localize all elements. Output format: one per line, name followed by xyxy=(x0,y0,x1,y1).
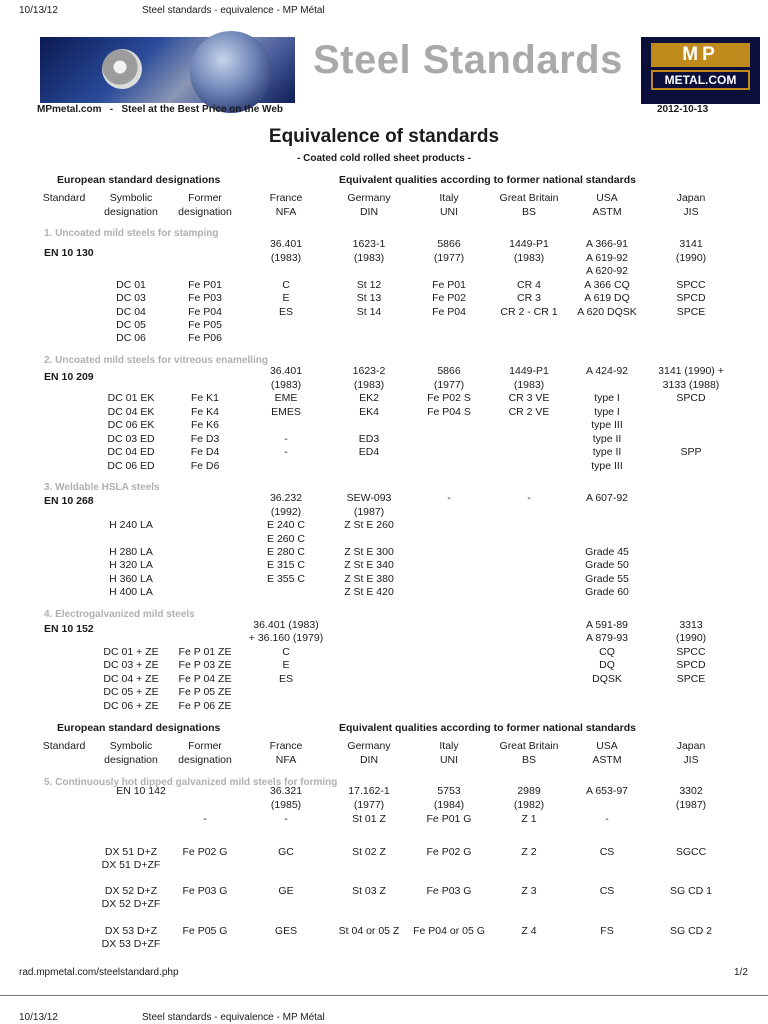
column-header: Symbolic xyxy=(109,192,153,204)
column-header: designation xyxy=(178,206,232,218)
table-cell: SPCE xyxy=(676,673,706,685)
table-cell: DC 05 + ZE xyxy=(103,686,159,698)
next-page-title: Steel standards - equivalence - MP Métal xyxy=(142,1012,325,1023)
table-cell: SGCC xyxy=(675,846,707,858)
table-cell: type I xyxy=(594,392,620,404)
table-cell: Fe K6 xyxy=(190,419,220,431)
table-cell: EK4 xyxy=(359,406,379,418)
table-cell: (1992) xyxy=(270,506,302,518)
table-cell: DC 06 xyxy=(116,332,146,344)
table-cell: Grade 45 xyxy=(585,546,629,558)
table-cell: Fe P01 G xyxy=(426,813,472,825)
table-cell: CS xyxy=(599,846,615,858)
column-header: Standard xyxy=(42,740,86,752)
print-title: Steel standards - equivalence - MP Métal xyxy=(142,5,325,16)
table-cell: DC 03 xyxy=(116,292,146,304)
standard-code: EN 10 209 xyxy=(44,371,94,383)
table-cell: Fe P03 G xyxy=(182,885,228,897)
table-cell: (1977) xyxy=(353,799,385,811)
column-header: Germany xyxy=(347,740,391,752)
column-header: Italy xyxy=(439,740,459,752)
column-header: BS xyxy=(521,754,537,766)
banner-heading: Steel Standards xyxy=(313,38,623,82)
table-cell: SPCD xyxy=(676,392,706,404)
table-cell: A 653-97 xyxy=(585,785,629,797)
banner-date: 2012-10-13 xyxy=(657,104,709,115)
globe-icon xyxy=(190,31,272,113)
table-cell: St 04 or 05 Z xyxy=(338,925,400,937)
table-cell: 3141 (1990) + xyxy=(658,365,724,377)
column-header: USA xyxy=(596,740,618,752)
table-cell: DC 01 xyxy=(116,279,146,291)
table-cell: 1449-P1 xyxy=(509,238,549,250)
table-cell: - xyxy=(284,813,288,825)
footer-page-number: 1/2 xyxy=(734,967,748,978)
table-cell: DX 52 D+ZF xyxy=(101,898,161,910)
table-cell: Z St E 420 xyxy=(344,586,394,598)
table-cell: Fe P04 S xyxy=(427,406,471,418)
steel-coil-icon xyxy=(102,49,142,89)
column-header: Great Britain xyxy=(499,740,559,752)
table-cell: DX 51 D+Z xyxy=(104,846,158,858)
table-cell: ES xyxy=(278,673,294,685)
column-header: UNI xyxy=(439,754,459,766)
table-cell: SPCD xyxy=(676,659,706,671)
table-cell: Fe P 04 ZE xyxy=(178,673,232,685)
table-cell: 17.162-1 xyxy=(348,785,390,797)
site-tagline[interactable]: MPmetal.com - Steel at the Best Price on the Web xyxy=(37,104,283,115)
table-cell: H 240 LA xyxy=(109,519,153,531)
table-cell: 1623-2 xyxy=(352,365,386,377)
column-header: Standard xyxy=(42,192,86,204)
table-cell: E 260 C xyxy=(267,533,305,545)
table-cell: SEW-093 xyxy=(346,492,392,504)
table-cell: St 02 Z xyxy=(352,846,386,858)
table-cell: CR 2 - CR 1 xyxy=(500,306,558,318)
table-cell: 5866 xyxy=(437,238,461,250)
table-cell: SPP xyxy=(680,446,702,458)
table-cell: 36.401 (1983) xyxy=(253,619,319,631)
table-cell: DX 53 D+ZF xyxy=(101,938,161,950)
table-cell: DC 04 + ZE xyxy=(103,673,159,685)
table-cell: E 280 C xyxy=(267,546,305,558)
table-cell: St 03 Z xyxy=(352,885,386,897)
table-cell: CR 2 VE xyxy=(508,406,550,418)
table-cell: Fe P02 S xyxy=(427,392,471,404)
table-cell: H 320 LA xyxy=(109,559,153,571)
table-cell: (1982) xyxy=(513,799,545,811)
table-cell: CR 4 xyxy=(517,279,541,291)
table-cell: C xyxy=(282,279,290,291)
table-cell: DC 03 + ZE xyxy=(103,659,159,671)
table-cell: Fe D6 xyxy=(190,460,220,472)
table-cell: H 360 LA xyxy=(109,573,153,585)
table-cell: Fe P05 G xyxy=(182,925,228,937)
table-cell: (1990) xyxy=(675,632,707,644)
table-cell: St 14 xyxy=(356,306,382,318)
table-cell: Fe K4 xyxy=(190,406,220,418)
table-cell: SG CD 1 xyxy=(669,885,713,897)
table-cell: type II xyxy=(592,433,622,445)
table-cell: CQ xyxy=(599,646,615,658)
table-cell: Grade 60 xyxy=(585,586,629,598)
table-cell: Z St E 260 xyxy=(344,519,394,531)
table-cell: DX 53 D+Z xyxy=(104,925,158,937)
table-cell: St 01 Z xyxy=(352,813,386,825)
table-cell: 36.401 xyxy=(269,365,303,377)
table-cell: EME xyxy=(274,392,298,404)
table-cell: Fe K1 xyxy=(190,392,220,404)
print-date: 10/13/12 xyxy=(19,5,58,16)
table-cell: EN 10 142 xyxy=(116,785,166,797)
header-national: Equivalent qualities according to former national standards xyxy=(339,722,636,734)
table-cell: (1984) xyxy=(433,799,465,811)
table-cell: DQ xyxy=(599,659,615,671)
banner-image xyxy=(40,37,295,103)
table-cell: St 13 xyxy=(356,292,382,304)
table-cell: Fe P 06 ZE xyxy=(178,700,232,712)
table-cell: 36.401 xyxy=(269,238,303,250)
table-cell: A 366-91 xyxy=(585,238,629,250)
column-header: Japan xyxy=(676,740,706,752)
table-cell: Z St E 300 xyxy=(344,546,394,558)
table-cell: DC 01 + ZE xyxy=(103,646,159,658)
standard-code: EN 10 152 xyxy=(44,623,94,635)
table-cell: CR 3 VE xyxy=(508,392,550,404)
table-cell: H 400 LA xyxy=(109,586,153,598)
page-subtitle: - Coated cold rolled sheet products - xyxy=(297,153,471,164)
column-header: UNI xyxy=(439,206,459,218)
column-header: Symbolic xyxy=(109,740,153,752)
footer-url[interactable]: rad.mpmetal.com/steelstandard.php xyxy=(19,967,179,978)
column-header: designation xyxy=(104,206,158,218)
table-cell: (1983) xyxy=(270,379,302,391)
section-label: 2. Uncoated mild steels for vitreous enamelling xyxy=(44,355,268,366)
table-cell: C xyxy=(282,646,290,658)
table-cell: ED4 xyxy=(358,446,380,458)
table-cell: (1977) xyxy=(433,252,465,264)
table-cell: E 240 C xyxy=(267,519,305,531)
table-cell: E 315 C xyxy=(267,559,305,571)
table-cell: 3133 (1988) xyxy=(662,379,720,391)
table-cell: - xyxy=(527,492,531,504)
table-cell: Fe P03 xyxy=(188,292,222,304)
standard-code: EN 10 268 xyxy=(44,495,94,507)
table-cell: Z 4 xyxy=(521,925,537,937)
table-cell: A 607-92 xyxy=(585,492,629,504)
table-cell: (1983) xyxy=(513,379,545,391)
table-cell: EMES xyxy=(271,406,301,418)
table-cell: GC xyxy=(278,846,294,858)
table-cell: SPCC xyxy=(676,646,706,658)
logo-domain-text: METAL.COM xyxy=(651,70,750,90)
table-cell: (1987) xyxy=(675,799,707,811)
table-cell: - xyxy=(203,813,207,825)
table-cell: + 36.160 (1979) xyxy=(248,632,324,644)
table-cell: Fe P04 or 05 G xyxy=(413,925,485,937)
table-cell: (1977) xyxy=(433,379,465,391)
column-header: Great Britain xyxy=(499,192,559,204)
table-cell: - xyxy=(284,433,288,445)
column-header: France xyxy=(269,192,303,204)
column-header: NFA xyxy=(275,206,297,218)
logo-mp-text: MP xyxy=(651,43,750,67)
column-header: DIN xyxy=(359,754,379,766)
table-cell: (1990) xyxy=(675,252,707,264)
table-cell: CR 3 xyxy=(517,292,541,304)
section-label: 4. Electrogalvanized mild steels xyxy=(44,609,195,620)
table-cell: Fe P04 xyxy=(432,306,466,318)
table-cell: (1983) xyxy=(513,252,545,264)
table-cell: CS xyxy=(599,885,615,897)
table-cell: Fe P02 xyxy=(432,292,466,304)
table-cell: Fe P 05 ZE xyxy=(178,686,232,698)
table-cell: A 879-93 xyxy=(585,632,629,644)
table-cell: 3302 xyxy=(679,785,703,797)
table-cell: DC 05 xyxy=(116,319,146,331)
table-cell: Z 3 xyxy=(521,885,537,897)
column-header: designation xyxy=(178,754,232,766)
table-cell: type II xyxy=(592,446,622,458)
table-cell: DC 06 ED xyxy=(107,460,155,472)
table-cell: Fe P04 xyxy=(188,306,222,318)
column-header: JIS xyxy=(683,206,699,218)
header-national: Equivalent qualities according to former national standards xyxy=(339,174,636,186)
table-cell: A 591-89 xyxy=(585,619,629,631)
table-cell: SG CD 2 xyxy=(669,925,713,937)
table-cell: 2989 xyxy=(517,785,541,797)
table-cell: ES xyxy=(278,306,294,318)
table-cell: DC 01 EK xyxy=(107,392,155,404)
table-cell: DC 06 + ZE xyxy=(103,700,159,712)
table-cell: A 620-92 xyxy=(585,265,629,277)
page-title: Equivalence of standards xyxy=(268,126,500,147)
table-cell: 5866 xyxy=(437,365,461,377)
column-header: Germany xyxy=(347,192,391,204)
column-header: USA xyxy=(596,192,618,204)
table-cell: (1985) xyxy=(270,799,302,811)
table-cell: (1983) xyxy=(270,252,302,264)
table-cell: A 619-92 xyxy=(585,252,629,264)
table-cell: Fe P03 G xyxy=(426,885,472,897)
table-cell: Fe P02 G xyxy=(182,846,228,858)
column-header: ASTM xyxy=(592,206,622,218)
table-cell: Z St E 340 xyxy=(344,559,394,571)
table-cell: - xyxy=(284,446,288,458)
column-header: JIS xyxy=(683,754,699,766)
table-cell: Z St E 380 xyxy=(344,573,394,585)
column-header: Former xyxy=(188,740,222,752)
table-cell: 36.321 xyxy=(269,785,303,797)
column-header: BS xyxy=(521,206,537,218)
table-cell: A 424-92 xyxy=(585,365,629,377)
column-header: DIN xyxy=(359,206,379,218)
table-cell: St 12 xyxy=(356,279,382,291)
section-label: 1. Uncoated mild steels for stamping xyxy=(44,228,219,239)
table-cell: Grade 50 xyxy=(585,559,629,571)
column-header: France xyxy=(269,740,303,752)
table-cell: Grade 55 xyxy=(585,573,629,585)
table-cell: type I xyxy=(594,406,620,418)
table-cell: SPCC xyxy=(676,279,706,291)
table-cell: Fe P02 G xyxy=(426,846,472,858)
table-cell: DX 52 D+Z xyxy=(104,885,158,897)
table-cell: Z 2 xyxy=(521,846,537,858)
table-cell: type III xyxy=(591,460,623,472)
table-cell: 3141 xyxy=(679,238,703,250)
table-cell: Fe P01 xyxy=(188,279,222,291)
page-divider xyxy=(0,995,768,996)
column-header: designation xyxy=(104,754,158,766)
column-header: ASTM xyxy=(592,754,622,766)
table-cell: 36.232 xyxy=(269,492,303,504)
table-cell: Fe P 03 ZE xyxy=(178,659,232,671)
table-cell: A 619 DQ xyxy=(584,292,630,304)
table-cell: FS xyxy=(600,925,614,937)
section-label: 3. Weldable HSLA steels xyxy=(44,482,160,493)
standard-code: EN 10 130 xyxy=(44,247,94,259)
table-cell: ED3 xyxy=(358,433,380,445)
table-cell: - xyxy=(447,492,451,504)
mp-metal-logo[interactable] xyxy=(641,37,760,104)
table-cell: DC 04 ED xyxy=(107,446,155,458)
table-cell: H 280 LA xyxy=(109,546,153,558)
table-cell: A 620 DQSK xyxy=(577,306,637,318)
table-cell: 3313 xyxy=(679,619,703,631)
table-cell: E xyxy=(282,659,290,671)
table-cell: Fe P05 xyxy=(188,319,222,331)
table-cell: SPCD xyxy=(676,292,706,304)
table-cell: (1983) xyxy=(353,379,385,391)
table-cell: DQSK xyxy=(592,673,622,685)
section-label: 5. Continuously hot dipped galvanized mild steels for forming xyxy=(44,777,338,788)
table-cell: E xyxy=(282,292,290,304)
table-cell: GE xyxy=(278,885,294,897)
table-cell: DC 03 ED xyxy=(107,433,155,445)
table-cell: 1623-1 xyxy=(352,238,386,250)
table-cell: DC 04 EK xyxy=(107,406,155,418)
table-cell: DC 06 EK xyxy=(107,419,155,431)
table-cell: 1449-P1 xyxy=(509,365,549,377)
table-cell: (1987) xyxy=(353,506,385,518)
table-cell: Fe P06 xyxy=(188,332,222,344)
table-cell: E 355 C xyxy=(267,573,305,585)
table-cell: A 366 CQ xyxy=(584,279,630,291)
column-header: Italy xyxy=(439,192,459,204)
column-header: Former xyxy=(188,192,222,204)
table-cell: Fe P01 xyxy=(432,279,466,291)
table-cell: 5753 xyxy=(437,785,461,797)
table-cell: type III xyxy=(591,419,623,431)
table-cell: DX 51 D+ZF xyxy=(101,859,161,871)
table-cell: Z 1 xyxy=(521,813,537,825)
header-european: European standard designations xyxy=(57,722,221,734)
table-cell: SPCE xyxy=(676,306,706,318)
table-cell: DC 04 xyxy=(116,306,146,318)
table-cell: EK2 xyxy=(359,392,379,404)
table-cell: Fe D4 xyxy=(190,446,220,458)
table-cell: GES xyxy=(274,925,298,937)
table-cell: Fe P 01 ZE xyxy=(178,646,232,658)
table-cell: (1983) xyxy=(353,252,385,264)
header-european: European standard designations xyxy=(57,174,221,186)
column-header: NFA xyxy=(275,754,297,766)
column-header: Japan xyxy=(676,192,706,204)
table-cell: Fe D3 xyxy=(190,433,220,445)
next-page-date: 10/13/12 xyxy=(19,1012,58,1023)
table-cell: - xyxy=(605,813,609,825)
